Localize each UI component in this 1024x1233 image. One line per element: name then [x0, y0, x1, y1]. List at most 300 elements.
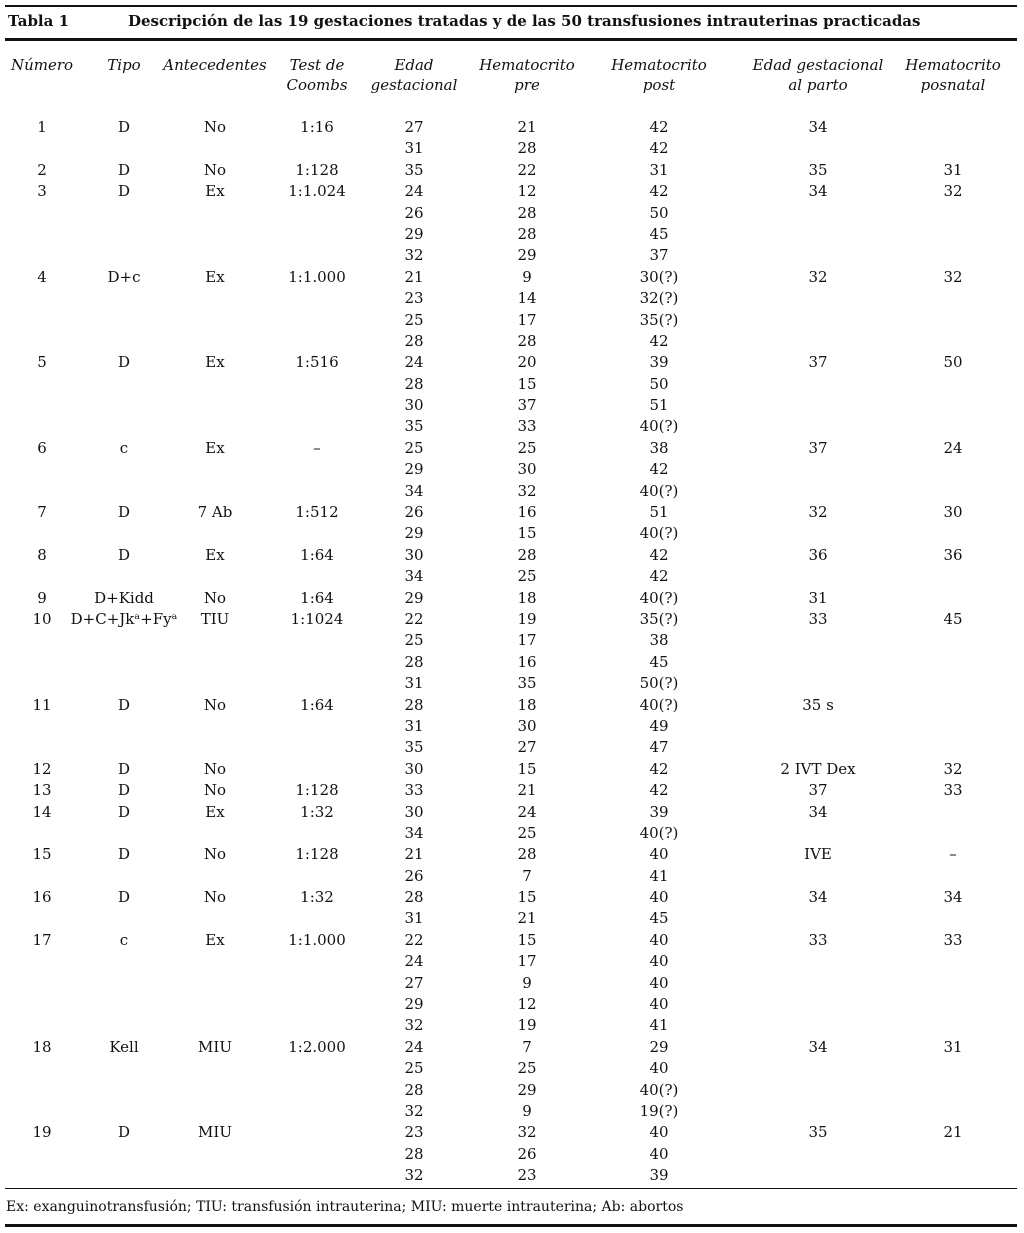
cell-edad-parto: 33: [808, 930, 828, 949]
cell-hematocrito-pre: 24: [517, 802, 537, 821]
cell-hematocrito-post: 50: [649, 374, 669, 393]
cell-coombs: 1:128: [295, 160, 339, 179]
header-coombs: Test de Coombs: [286, 56, 348, 94]
cell-hematocrito-pre: 17: [517, 310, 537, 329]
cell-tipo: D: [117, 545, 131, 564]
cell-hematocrito-pre: 15: [517, 374, 537, 393]
cell-edad-gestacional: 24: [404, 1037, 424, 1056]
cell-edad-gestacional: 31: [404, 909, 424, 928]
cell-antecedentes: Ex: [205, 267, 225, 286]
cell-hematocrito-pre: 9: [522, 267, 532, 286]
header-hematocrito-post: Hematocrito post: [611, 56, 707, 94]
cell-edad-gestacional: 29: [404, 224, 424, 243]
cell-edad-gestacional: 29: [404, 995, 424, 1014]
header-antecedentes: Antecedentes: [163, 56, 267, 74]
cell-edad-parto: 34: [808, 888, 828, 907]
cell-antecedentes: Ex: [205, 545, 225, 564]
cell-antecedentes: No: [203, 888, 227, 907]
cell-hematocrito-post: 38: [649, 438, 669, 457]
cell-numero: 14: [32, 802, 52, 821]
table-row: [0, 267, 1024, 288]
cell-edad-gestacional: 24: [404, 952, 424, 971]
cell-hematocrito-posnatal: 24: [943, 438, 963, 457]
cell-tipo: D+Kidd: [94, 588, 154, 607]
cell-hematocrito-post: 31: [649, 160, 669, 179]
cell-edad-parto: 34: [808, 118, 828, 136]
cell-hematocrito-pre: 28: [517, 331, 537, 350]
cell-hematocrito-posnatal: 34: [943, 888, 963, 907]
cell-hematocrito-post: 40: [649, 1123, 669, 1142]
cell-antecedentes: No: [203, 845, 227, 864]
header-edad-gestacional: Edad gestacional: [370, 56, 458, 94]
cell-coombs: 1:64: [300, 545, 334, 564]
table-row: [0, 887, 1024, 908]
cell-coombs: 1:16: [300, 118, 334, 136]
cell-hematocrito-post: 40: [649, 973, 669, 992]
cell-edad-gestacional: 29: [404, 460, 424, 479]
cell-edad-parto: 2 IVT Dex: [780, 759, 856, 778]
cell-edad-gestacional: 34: [404, 567, 424, 586]
table-row: [0, 566, 1024, 587]
cell-hematocrito-post: 45: [649, 224, 669, 243]
cell-hematocrito-pre: 17: [517, 631, 537, 650]
cell-hematocrito-pre: 12: [517, 995, 537, 1014]
cell-hematocrito-posnatal: 30: [943, 503, 963, 522]
cell-numero: 11: [32, 695, 52, 714]
cell-numero: 12: [32, 759, 52, 778]
table-row: [0, 117, 1024, 138]
cell-tipo: Kell: [109, 1037, 139, 1056]
cell-edad-gestacional: 32: [404, 1166, 424, 1185]
header-hematocrito-posnatal: Hematocrito posnatal: [905, 56, 1001, 94]
cell-hematocrito-pre: 17: [517, 952, 537, 971]
table-row: [0, 310, 1024, 331]
cell-numero: 2: [37, 160, 47, 179]
table-row: [0, 523, 1024, 544]
cell-hematocrito-pre: 28: [517, 203, 537, 222]
table-body: [0, 117, 1024, 1187]
table-row: [0, 844, 1024, 865]
cell-hematocrito-posnatal: 33: [943, 781, 963, 800]
table-row: [0, 374, 1024, 395]
table-row: [0, 245, 1024, 266]
cell-hematocrito-pre: 15: [517, 524, 537, 543]
table-footnote: Ex: exanguinotransfusión; TIU: transfusión intrauterina; MIU: muerte intrauterina; Ab: abortos: [6, 1199, 684, 1215]
cell-edad-gestacional: 28: [404, 331, 424, 350]
cell-antecedentes: Ex: [205, 438, 225, 457]
cell-edad-gestacional: 30: [404, 759, 424, 778]
cell-edad-parto: 34: [808, 802, 828, 821]
cell-hematocrito-post: 42: [649, 781, 669, 800]
cell-antecedentes: No: [203, 160, 227, 179]
cell-hematocrito-pre: 7: [522, 1037, 532, 1056]
cell-hematocrito-posnatal: 32: [943, 759, 963, 778]
table-row: [0, 138, 1024, 159]
cell-edad-gestacional: 31: [404, 139, 424, 158]
table-row: [0, 181, 1024, 202]
cell-hematocrito-pre: 16: [517, 503, 537, 522]
cell-edad-gestacional: 33: [404, 781, 424, 800]
cell-hematocrito-pre: 19: [517, 1016, 537, 1035]
cell-numero: 16: [32, 888, 52, 907]
cell-hematocrito-posnatal: 45: [943, 609, 963, 628]
cell-edad-gestacional: 29: [404, 588, 424, 607]
cell-hematocrito-pre: 21: [517, 781, 537, 800]
cell-hematocrito-post: 45: [649, 909, 669, 928]
cell-antecedentes: Ex: [205, 353, 225, 372]
cell-hematocrito-post: 39: [649, 1166, 669, 1185]
cell-edad-gestacional: 26: [404, 866, 424, 885]
cell-hematocrito-pre: 25: [517, 1059, 537, 1078]
cell-edad-parto: 35: [808, 160, 828, 179]
cell-numero: 6: [37, 438, 47, 457]
cell-hematocrito-pre: 19: [517, 609, 537, 628]
cell-antecedentes: No: [203, 588, 227, 607]
cell-tipo: c: [119, 438, 129, 457]
cell-hematocrito-pre: 25: [517, 438, 537, 457]
table-row: [0, 545, 1024, 566]
cell-tipo: D: [117, 845, 131, 864]
cell-coombs: 1:64: [300, 695, 334, 714]
cell-coombs: 1:1024: [290, 609, 344, 628]
cell-hematocrito-post: 35(?): [639, 310, 679, 329]
cell-hematocrito-posnatal: 31: [943, 160, 963, 179]
cell-numero: 19: [32, 1123, 52, 1142]
cell-hematocrito-post: 49: [649, 716, 669, 735]
table-row: [0, 1165, 1024, 1186]
cell-hematocrito-post: 51: [649, 396, 669, 415]
cell-antecedentes: Ex: [205, 930, 225, 949]
cell-antecedentes: MIU: [198, 1123, 232, 1142]
cell-tipo: D: [117, 802, 131, 821]
cell-hematocrito-post: 29: [649, 1037, 669, 1056]
cell-coombs: 1:128: [295, 845, 339, 864]
table-row: [0, 1144, 1024, 1165]
cell-edad-gestacional: 32: [404, 246, 424, 265]
cell-hematocrito-post: 40: [649, 1059, 669, 1078]
cell-tipo: D+C+Jkᵃ+Fyᵃ: [70, 609, 178, 628]
cell-hematocrito-posnatal: 21: [943, 1123, 963, 1142]
cell-coombs: 1:1.000: [288, 267, 346, 286]
table-row: [0, 994, 1024, 1015]
cell-hematocrito-pre: 26: [517, 1144, 537, 1163]
cell-hematocrito-post: 39: [649, 353, 669, 372]
cell-edad-gestacional: 29: [404, 524, 424, 543]
cell-edad-gestacional: 35: [404, 417, 424, 436]
cell-hematocrito-pre: 25: [517, 823, 537, 842]
cell-hematocrito-post: 42: [649, 759, 669, 778]
cell-hematocrito-post: 40: [649, 930, 669, 949]
cell-edad-gestacional: 35: [404, 160, 424, 179]
cell-tipo: D: [117, 1123, 131, 1142]
cell-hematocrito-posnatal: 31: [943, 1037, 963, 1056]
cell-tipo: D: [117, 118, 131, 136]
cell-edad-gestacional: 30: [404, 396, 424, 415]
table-row: [0, 288, 1024, 309]
header-hematocrito-pre: Hematocrito pre: [479, 56, 575, 94]
table-title: Descripción de las 19 gestaciones tratadas y de las 50 transfusiones intrauterinas practicadas: [128, 12, 921, 30]
cell-hematocrito-post: 40: [649, 995, 669, 1014]
cell-hematocrito-pre: 16: [517, 652, 537, 671]
cell-coombs: 1:1.000: [288, 930, 346, 949]
cell-hematocrito-posnatal: 33: [943, 930, 963, 949]
table-row: [0, 588, 1024, 609]
cell-hematocrito-pre: 28: [517, 139, 537, 158]
table-row: [0, 673, 1024, 694]
cell-hematocrito-pre: 28: [517, 845, 537, 864]
header-tipo: Tipo: [107, 56, 141, 74]
cell-hematocrito-posnatal: 32: [943, 182, 963, 201]
cell-hematocrito-post: 32(?): [639, 289, 679, 308]
cell-edad-gestacional: 23: [404, 1123, 424, 1142]
table-row: [0, 823, 1024, 844]
cell-edad-gestacional: 28: [404, 374, 424, 393]
cell-hematocrito-posnatal: 32: [943, 267, 963, 286]
cell-edad-parto: 33: [808, 609, 828, 628]
cell-numero: 18: [32, 1037, 52, 1056]
cell-edad-gestacional: 26: [404, 203, 424, 222]
header-numero: Número: [10, 56, 74, 74]
cell-hematocrito-post: 50(?): [639, 674, 679, 693]
cell-edad-gestacional: 31: [404, 674, 424, 693]
cell-antecedentes: Ex: [205, 802, 225, 821]
cell-hematocrito-pre: 32: [517, 1123, 537, 1142]
cell-hematocrito-pre: 18: [517, 588, 537, 607]
table-row: [0, 1058, 1024, 1079]
table-row: [0, 481, 1024, 502]
cell-tipo: D: [117, 888, 131, 907]
cell-antecedentes: TIU: [200, 609, 230, 628]
cell-coombs: 1:64: [300, 588, 334, 607]
cell-edad-parto: 37: [808, 781, 828, 800]
cell-antecedentes: No: [203, 118, 227, 136]
cell-tipo: D: [117, 182, 131, 201]
cell-hematocrito-post: 42: [649, 182, 669, 201]
cell-edad-parto: 34: [808, 182, 828, 201]
cell-edad-gestacional: 23: [404, 289, 424, 308]
cell-edad-parto: 37: [808, 353, 828, 372]
cell-tipo: D: [117, 160, 131, 179]
table-row: [0, 1080, 1024, 1101]
cell-numero: 17: [32, 930, 52, 949]
cell-edad-gestacional: 30: [404, 802, 424, 821]
cell-numero: 7: [37, 503, 47, 522]
cell-edad-parto: 35 s: [802, 695, 834, 714]
cell-edad-gestacional: 32: [404, 1101, 424, 1120]
cell-hematocrito-pre: 32: [517, 481, 537, 500]
bottom-rule: [5, 1224, 1017, 1227]
cell-numero: 15: [32, 845, 52, 864]
table-row: [0, 224, 1024, 245]
cell-edad-gestacional: 30: [404, 545, 424, 564]
cell-antecedentes: No: [203, 759, 227, 778]
table-label: Tabla 1: [8, 12, 70, 30]
cell-hematocrito-post: 40: [649, 1144, 669, 1163]
cell-numero: 5: [37, 353, 47, 372]
cell-hematocrito-pre: 15: [517, 930, 537, 949]
cell-edad-gestacional: 25: [404, 438, 424, 457]
cell-tipo: D: [117, 353, 131, 372]
cell-hematocrito-pre: 21: [517, 909, 537, 928]
cell-hematocrito-pre: 21: [517, 118, 537, 136]
cell-tipo: D: [117, 695, 131, 714]
cell-hematocrito-post: 42: [649, 545, 669, 564]
cell-hematocrito-post: 40(?): [639, 417, 679, 436]
cell-numero: 3: [37, 182, 47, 201]
table-row: [0, 930, 1024, 951]
cell-hematocrito-post: 40: [649, 888, 669, 907]
cell-hematocrito-pre: 9: [522, 973, 532, 992]
table-row: [0, 866, 1024, 887]
cell-edad-parto: 35: [808, 1123, 828, 1142]
table-row: [0, 160, 1024, 181]
cell-hematocrito-post: 42: [649, 460, 669, 479]
cell-hematocrito-pre: 12: [517, 182, 537, 201]
table-row: [0, 737, 1024, 758]
table-row: [0, 203, 1024, 224]
cell-hematocrito-post: 42: [649, 567, 669, 586]
cell-coombs: 1:2.000: [288, 1037, 346, 1056]
cell-edad-gestacional: 26: [404, 503, 424, 522]
cell-hematocrito-post: 40(?): [639, 481, 679, 500]
cell-hematocrito-pre: 30: [517, 460, 537, 479]
cell-hematocrito-post: 40: [649, 952, 669, 971]
cell-coombs: 1:32: [300, 888, 334, 907]
cell-edad-gestacional: 24: [404, 182, 424, 201]
table-row: [0, 780, 1024, 801]
cell-hematocrito-pre: 7: [522, 866, 532, 885]
cell-edad-parto: 34: [808, 1037, 828, 1056]
cell-hematocrito-post: 45: [649, 652, 669, 671]
cell-numero: 4: [37, 267, 47, 286]
cell-hematocrito-post: 47: [649, 738, 669, 757]
cell-hematocrito-post: 51: [649, 503, 669, 522]
cell-hematocrito-pre: 18: [517, 695, 537, 714]
cell-hematocrito-pre: 25: [517, 567, 537, 586]
cell-coombs: 1:32: [300, 802, 334, 821]
table-row: [0, 695, 1024, 716]
cell-hematocrito-pre: 23: [517, 1166, 537, 1185]
cell-tipo: D: [117, 759, 131, 778]
cell-edad-gestacional: 21: [404, 267, 424, 286]
table-row: [0, 973, 1024, 994]
cell-hematocrito-pre: 28: [517, 224, 537, 243]
table-row: [0, 1037, 1024, 1058]
cell-edad-gestacional: 24: [404, 353, 424, 372]
cell-edad-gestacional: 32: [404, 1016, 424, 1035]
cell-hematocrito-post: 35(?): [639, 609, 679, 628]
table-row: [0, 802, 1024, 823]
cell-edad-gestacional: 28: [404, 1144, 424, 1163]
cell-hematocrito-post: 38: [649, 631, 669, 650]
cell-hematocrito-pre: 33: [517, 417, 537, 436]
cell-hematocrito-pre: 20: [517, 353, 537, 372]
cell-hematocrito-pre: 29: [517, 246, 537, 265]
table-row: [0, 438, 1024, 459]
cell-hematocrito-post: 39: [649, 802, 669, 821]
cell-hematocrito-posnatal: –: [949, 845, 957, 864]
cell-antecedentes: Ex: [205, 182, 225, 201]
cell-edad-gestacional: 34: [404, 823, 424, 842]
cell-edad-parto: 31: [808, 588, 828, 607]
cell-edad-gestacional: 21: [404, 845, 424, 864]
table-row: [0, 1101, 1024, 1122]
cell-hematocrito-pre: 14: [517, 289, 537, 308]
cell-edad-gestacional: 25: [404, 1059, 424, 1078]
footer-rule: [5, 1188, 1017, 1189]
cell-hematocrito-pre: 15: [517, 888, 537, 907]
cell-edad-gestacional: 27: [404, 118, 424, 136]
cell-hematocrito-pre: 15: [517, 759, 537, 778]
cell-tipo: D: [117, 503, 131, 522]
table-row: [0, 459, 1024, 480]
top-rule: [5, 5, 1017, 7]
title-rule: [5, 38, 1017, 41]
header-edad-parto: Edad gestacional al parto: [752, 56, 884, 94]
cell-edad-parto: 32: [808, 503, 828, 522]
cell-edad-gestacional: 25: [404, 310, 424, 329]
cell-hematocrito-post: 40(?): [639, 823, 679, 842]
cell-edad-gestacional: 31: [404, 716, 424, 735]
cell-antecedentes: No: [203, 695, 227, 714]
cell-hematocrito-posnatal: 36: [943, 545, 963, 564]
cell-numero: 8: [37, 545, 47, 564]
cell-edad-gestacional: 22: [404, 930, 424, 949]
cell-hematocrito-posnatal: 50: [943, 353, 963, 372]
table-row: [0, 502, 1024, 523]
cell-hematocrito-pre: 37: [517, 396, 537, 415]
table-row: [0, 331, 1024, 352]
cell-tipo: D: [117, 781, 131, 800]
cell-edad-gestacional: 28: [404, 652, 424, 671]
table-row: [0, 630, 1024, 651]
cell-hematocrito-post: 50: [649, 203, 669, 222]
cell-antecedentes: No: [203, 781, 227, 800]
cell-antecedentes: 7 Ab: [197, 503, 233, 522]
cell-hematocrito-pre: 22: [517, 160, 537, 179]
cell-hematocrito-post: 40: [649, 845, 669, 864]
cell-edad-gestacional: 25: [404, 631, 424, 650]
cell-hematocrito-post: 37: [649, 246, 669, 265]
cell-hematocrito-post: 19(?): [639, 1101, 679, 1120]
table-row: [0, 951, 1024, 972]
cell-tipo: c: [119, 930, 129, 949]
cell-coombs: –: [313, 438, 321, 457]
cell-coombs: 1:516: [295, 353, 339, 372]
cell-coombs: 1:128: [295, 781, 339, 800]
table-row: [0, 652, 1024, 673]
cell-edad-gestacional: 28: [404, 695, 424, 714]
cell-hematocrito-post: 42: [649, 139, 669, 158]
cell-tipo: D+c: [107, 267, 141, 286]
table-row: [0, 1015, 1024, 1036]
cell-edad-gestacional: 22: [404, 609, 424, 628]
cell-edad-gestacional: 35: [404, 738, 424, 757]
cell-hematocrito-pre: 27: [517, 738, 537, 757]
cell-numero: 10: [32, 609, 52, 628]
cell-hematocrito-post: 40(?): [639, 1080, 679, 1099]
table-row: [0, 352, 1024, 373]
table-row: [0, 1122, 1024, 1143]
cell-numero: 13: [32, 781, 52, 800]
cell-hematocrito-post: 40(?): [639, 588, 679, 607]
cell-edad-gestacional: 27: [404, 973, 424, 992]
cell-hematocrito-pre: 30: [517, 716, 537, 735]
table-row: [0, 395, 1024, 416]
cell-numero: 1: [37, 118, 47, 136]
cell-hematocrito-post: 40(?): [639, 695, 679, 714]
cell-hematocrito-pre: 28: [517, 545, 537, 564]
